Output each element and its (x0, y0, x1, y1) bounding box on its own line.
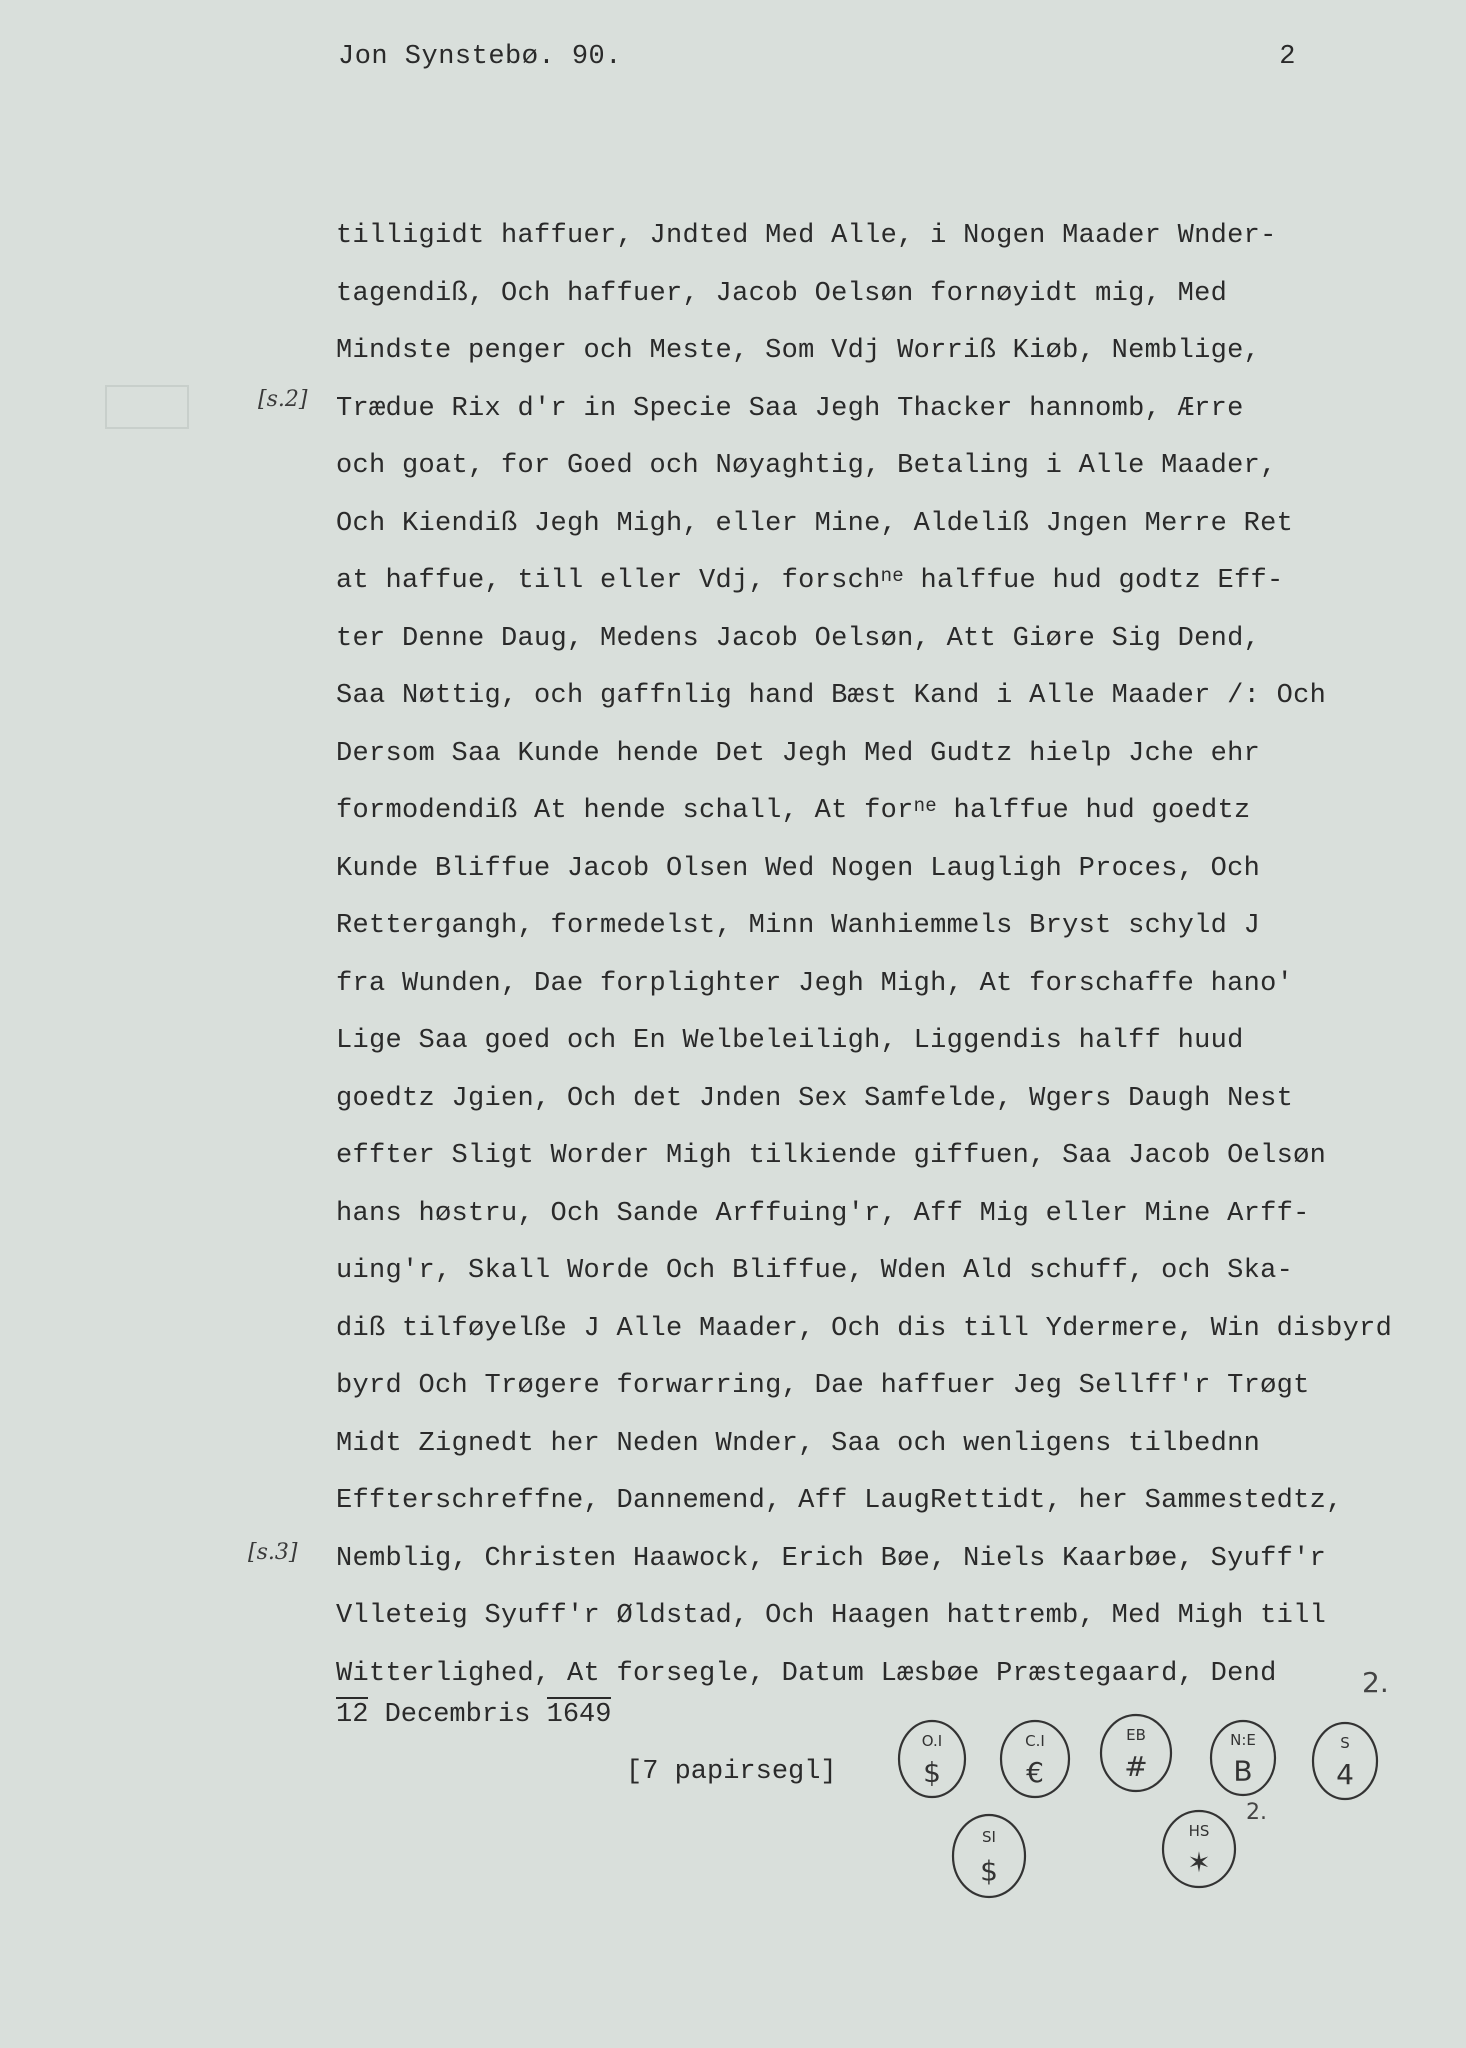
seal-emblem: $ (923, 1755, 941, 1789)
text-line (336, 553, 1396, 611)
page-number: 2 (1279, 42, 1296, 72)
text-line: hans høstru, Och Sande Arffuing'r, Aff Mig eller Mine Arff- (336, 1198, 1310, 1229)
text-line: Nemblig, Christen Haawock, Erich Bøe, Niels Kaarbøe, Syuff'r (336, 1543, 1327, 1574)
text-line: och goat, for Goed och Nøyaghtig, Betaling i Alle Maader, (336, 451, 1277, 481)
text-line-part: at haffue, till eller Vdj, forsch (336, 566, 881, 596)
text-line: diß tilføyelße J Alle Maader, Och dis till Ydermere, Win disbyrd (336, 1313, 1393, 1344)
text-line: fra Wunden, Dae forplighter Jegh Migh, At forschaffe hano' (336, 968, 1294, 999)
seal-emblem: ✶ (1187, 1845, 1211, 1879)
margin-note-s3: [s.3] (248, 1540, 298, 1565)
pencil-mark-2: 2. (1246, 1800, 1267, 1825)
text-line: Lige Saa goed och En Welbeleiligh, Liggendis halff huud (336, 1026, 1244, 1056)
seal-sketch (950, 1812, 1028, 1905)
text-line: Midt Zignedt her Neden Wnder, Saa och wenligens tilbednn (336, 1428, 1261, 1459)
bleed-through-mark (105, 385, 189, 429)
text-line (336, 783, 1396, 841)
text-line: Kunde Bliffue Jacob Olsen Wed Nogen Laugligh Proces, Och (336, 853, 1261, 884)
text-line: Saa Nøttig, och gaffnlig hand Bæst Kand i Alle Maader /: Och (336, 681, 1327, 711)
text-line: goedtz Jgien, Och det Jnden Sex Samfelde, Wgers Daugh Nest (336, 1083, 1294, 1114)
text-line: Trædue Rix d'r in Specie Saa Jegh Thacker hannomb, Ærre (336, 393, 1244, 424)
text-line: byrd Och Trøgere forwarring, Dae haffuer Jeg Sellff'r Trøgt (336, 1371, 1310, 1401)
seal-emblem: € (1026, 1755, 1044, 1789)
seal-initials: C.I (1025, 1731, 1045, 1750)
page-header (338, 42, 1296, 72)
text-line: ter Denne Daug, Medens Jacob Oelsøn, Att Giøre Sig Dend, (336, 623, 1261, 654)
seal-sketch (998, 1718, 1072, 1805)
seal-emblem: # (1124, 1749, 1148, 1783)
text-line: Effterschreffne, Dannemend, Aff LaugRettidt, her Sammestedtz, (336, 1486, 1343, 1516)
seal-initials: S (1340, 1733, 1350, 1752)
seal-initials: HS (1188, 1821, 1210, 1840)
pencil-mark-1: 2. (1362, 1666, 1389, 1699)
text-line: tagendiß, Och haffuer, Jacob Oelsøn fornøyidt mig, Med (336, 278, 1228, 309)
seal-sketch (1160, 1808, 1238, 1895)
seal-sketch (1098, 1712, 1174, 1799)
seal-emblem: B (1233, 1754, 1253, 1788)
text-line-part: halffue hud goedtz (937, 796, 1251, 826)
text-line: Mindste penger och Meste, Som Vdj Worriß Kiøb, Nemblige, (336, 336, 1261, 366)
date-month: Decembris (384, 1700, 531, 1730)
seal-note: [7 papirsegl] (626, 1757, 837, 1787)
header-title: Jon Synstebø. 90. (338, 42, 622, 72)
text-line-part: formodendiß At hende schall, At for (336, 796, 914, 826)
superscript-abbrev: ne (880, 565, 904, 587)
seal-initials: O.I (921, 1731, 943, 1750)
superscript-abbrev: ne (913, 795, 937, 817)
text-line: effter Sligt Worder Migh tilkiende giffuen, Saa Jacob Oelsøn (336, 1141, 1327, 1171)
date-line (336, 1700, 611, 1730)
seal-sketch (896, 1718, 968, 1805)
text-line: Rettergangh, formedelst, Minn Wanhiemmels Bryst schyld J (336, 911, 1261, 941)
seal-initials: SI (982, 1827, 996, 1846)
text-line: Dersom Saa Kunde hende Det Jegh Med Gudtz hielp Jche ehr (336, 738, 1261, 769)
seal-emblem: $ (980, 1854, 998, 1888)
text-line: Vlleteig Syuff'r Øldstad, Och Haagen hattremb, Med Migh till (336, 1601, 1327, 1631)
text-line: Witterlighed, At forsegle, Datum Læsbøe Præstegaard, Dend (336, 1658, 1277, 1689)
seal-sketch (1208, 1718, 1278, 1803)
date-year: 1649 (547, 1697, 612, 1730)
seal-initials: N:E (1230, 1731, 1256, 1750)
transcription-text (336, 208, 1396, 1703)
seal-emblem: 4 (1336, 1757, 1354, 1791)
text-line: Och Kiendiß Jegh Migh, eller Mine, Aldeliß Jngen Merre Ret (336, 508, 1294, 539)
date-day: 12 (336, 1697, 368, 1730)
seal-initials: EB (1126, 1725, 1146, 1744)
text-line: tilligidt haffuer, Jndted Med Alle, i Nogen Maader Wnder- (336, 221, 1277, 251)
text-line: uing'r, Skall Worde Och Bliffue, Wden Ald schuff, och Ska- (336, 1256, 1294, 1286)
margin-note-s2: [s.2] (258, 387, 308, 412)
text-line-part: halffue hud godtz Eff- (904, 566, 1284, 596)
seal-sketch (1310, 1720, 1380, 1807)
